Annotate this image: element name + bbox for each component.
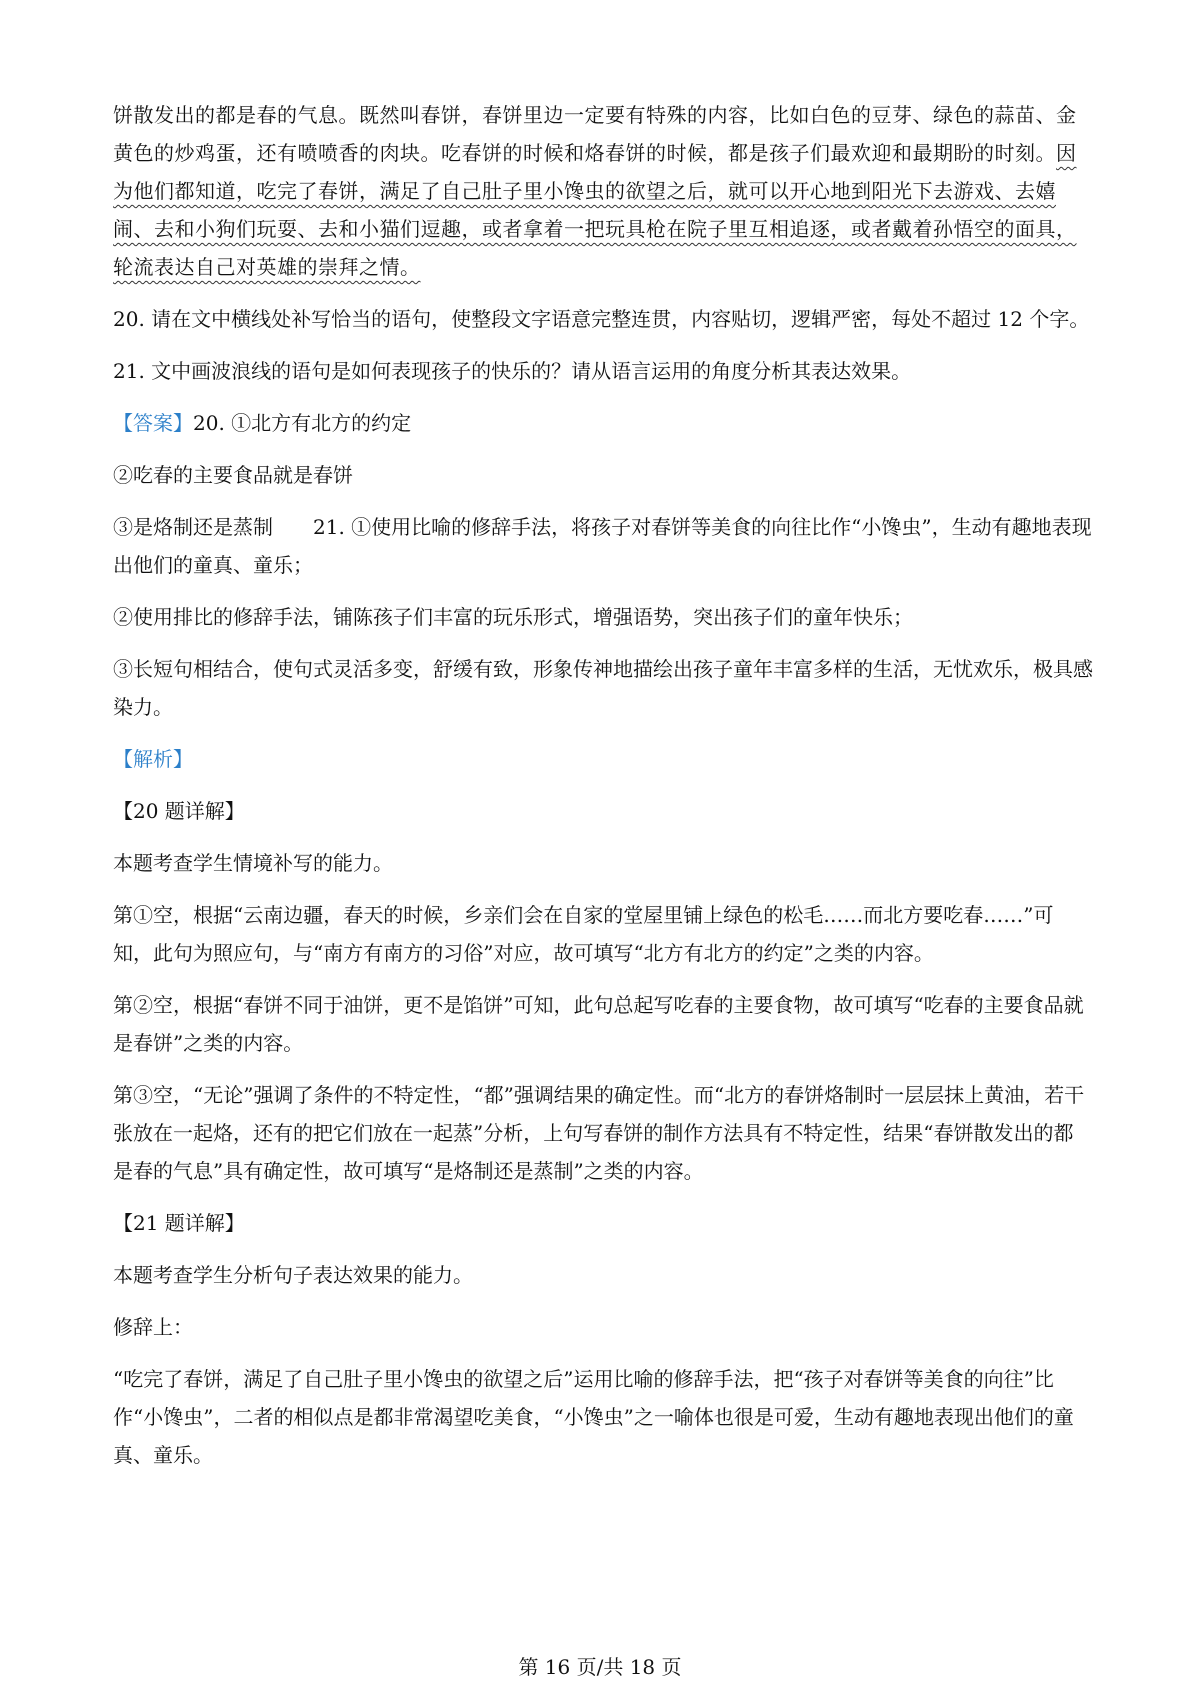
analysis-tag: 【解析】 <box>113 747 193 771</box>
answer-21-2: ②使用排比的修辞手法，铺陈孩子们丰富的玩乐形式，增强语势，突出孩子们的童年快乐； <box>113 605 913 629</box>
answer-21-1: 21. ①使用比喻的修辞手法，将孩子对春饼等美食的向往比作“小馋虫”，生动有趣地表现出他们的童真、童乐； <box>113 515 1092 577</box>
answer-line-3 <box>113 508 1093 584</box>
analysis-21-label: 修辞上： <box>113 1315 193 1339</box>
passage-text: 饼散发出的都是春的气息。既然叫春饼，春饼里边一定要有特殊的内容，比如白色的豆芽、绿色的蒜苗、金黄色的炒鸡蛋，还有喷喷香的肉块。吃春饼的时候和烙春饼的时候，都是孩子们最欢迎和最期盼的时刻。 <box>113 103 1077 165</box>
passage-wavy-sentence: 因为他们都知道，吃完了春饼，满足了自己肚子里小馋虫的欲望之后，就可以开心地到阳光下去游戏、去嬉闹、去和小狗们玩耍、去和小猫们逗趣，或者拿着一把玩具枪在院子里互相追逐，或者戴着孙悟空的面具，轮流表达自己对英雄的崇拜之情。 <box>113 141 1077 279</box>
answer-line-1 <box>113 404 1093 442</box>
analysis-21-detail: “吃完了春饼，满足了自己肚子里小馋虫的欲望之后”运用比喻的修辞手法，把“孩子对春饼等美食的向往”比作“小馋虫”，二者的相似点是都非常渴望吃美食，“小馋虫”之一喻体也很是可爱，生动有趣地表现出他们的童真、童乐。 <box>113 1367 1074 1467</box>
analysis-20-blank-2: 第②空，根据“春饼不同于油饼，更不是馅饼”可知，此句总起写吃春的主要食物，故可填写“吃春的主要食品就是春饼”之类的内容。 <box>113 993 1084 1055</box>
analysis-21-heading: 【21 题详解】 <box>113 1211 245 1235</box>
page-number: 第 16 页/共 18 页 <box>518 1655 682 1679</box>
analysis-20-heading: 【20 题详解】 <box>113 799 245 823</box>
answer-20-3: ③是烙制还是蒸制 <box>113 515 273 539</box>
analysis-20-intro: 本题考查学生情境补写的能力。 <box>113 851 393 875</box>
answer-tag: 【答案】 <box>113 411 193 435</box>
analysis-21-intro: 本题考查学生分析句子表达效果的能力。 <box>113 1263 473 1287</box>
passage-paragraph <box>113 96 1093 286</box>
answer-20-1: 20. ①北方有北方的约定 <box>193 411 412 435</box>
analysis-20-blank-1: 第①空，根据“云南边疆，春天的时候，乡亲们会在自家的堂屋里铺上绿色的松毛……而北方要吃春……”可知，此句为照应句，与“南方有南方的习俗”对应，故可填写“北方有北方的约定”之类的内容。 <box>113 903 1054 965</box>
answer-21-3: ③长短句相结合，使句式灵活多变，舒缓有致，形象传神地描绘出孩子童年丰富多样的生活，无忧欢乐，极具感染力。 <box>113 657 1093 719</box>
question-21: 21. 文中画波浪线的语句是如何表现孩子的快乐的？请从语言运用的角度分析其表达效果。 <box>113 359 912 383</box>
page-content <box>113 96 1093 1488</box>
question-20: 20. 请在文中横线处补写恰当的语句，使整段文字语意完整连贯，内容贴切，逻辑严密，每处不超过 12 个字。 <box>113 307 1090 331</box>
answer-20-2: ②吃春的主要食品就是春饼 <box>113 463 353 487</box>
analysis-20-blank-3: 第③空，“无论”强调了条件的不特定性，“都”强调结果的确定性。而“北方的春饼烙制时一层层抹上黄油，若干张放在一起烙，还有的把它们放在一起蒸”分析，上句写春饼的制作方法具有不特定性，结果“春饼散发出的都是春的气息”具有确定性，故可填写“是烙制还是蒸制”之类的内容。 <box>113 1083 1085 1183</box>
